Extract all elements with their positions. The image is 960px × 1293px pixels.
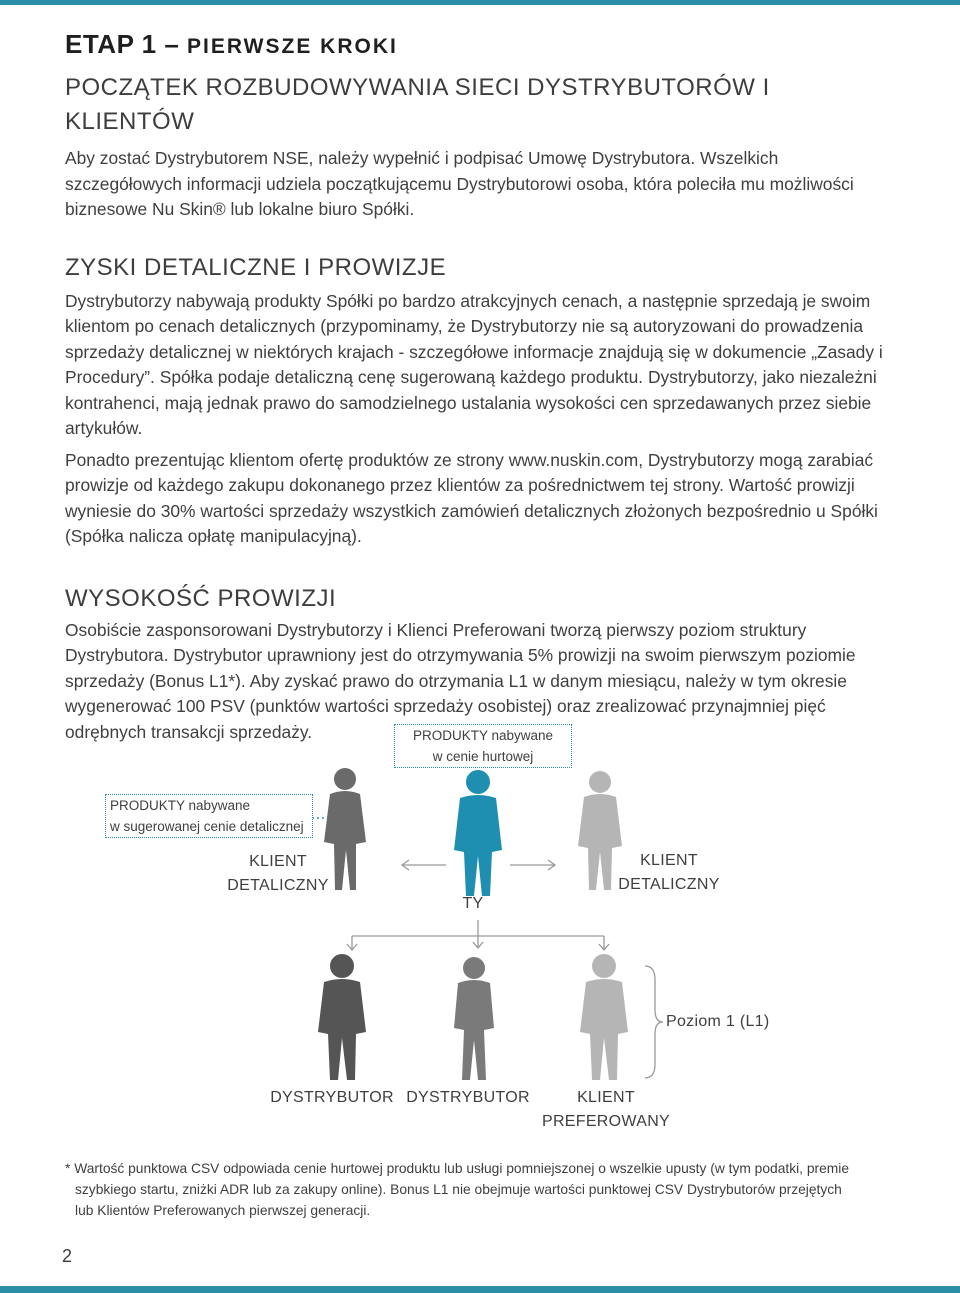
preferred-client-line2: PREFEROWANY bbox=[541, 1113, 671, 1130]
footnote-line3: lub Klientów Preferowanych pierwszej generacji. bbox=[75, 1203, 371, 1218]
preferred-client-label bbox=[538, 1086, 674, 1134]
distributor2-figure bbox=[454, 957, 494, 1080]
section2-title: ZYSKI DETALICZNE I PROWIZJE bbox=[65, 253, 447, 281]
footnote-line2: szybkiego startu, zniżki ADR lub za zakupy online). Bonus L1 nie obejmuje wartości punktowej CSV Dystrybutorów przejętych bbox=[75, 1182, 842, 1197]
wholesale-box-line2: w cenie hurtowej bbox=[432, 749, 534, 764]
client-right-label bbox=[609, 849, 729, 897]
level1-brace bbox=[645, 966, 663, 1078]
section1-text: Aby zostać Dystrybutorem NSE, należy wypełnić i podpisać Umowę Dystrybutora. Wszelkich szczegółowych informacji udziela początkującemu Dystrybutorowi osoba, która poleciła mu możliwości biznesowe Nu Skin® lub lokalne biuro Spółki. bbox=[65, 148, 854, 219]
page-title bbox=[65, 24, 895, 67]
preferred-client-figure bbox=[580, 954, 628, 1080]
distributor2-label: DYSTRYBUTOR bbox=[406, 1089, 530, 1106]
page-number: 2 bbox=[62, 1246, 73, 1266]
retail-box-line1: PRODUKTY nabywane bbox=[110, 798, 251, 813]
preferred-client-line1: KLIENT bbox=[577, 1089, 635, 1106]
retail-price-box bbox=[105, 794, 313, 838]
section2-para2: Ponadto prezentując klientom ofertę produktów ze strony www.nuskin.com, Dystrybutorzy mogą zarabiać prowizje od każdego zakupu dokonanego przez klientów za pośrednictwem tej strony. Wartość prowizji wyniesie do 30% wartości sprzedaży wszystkich zamówień detalicznych złożonych bezpośrednio u Spółki (Spółka nalicza opłatę manipulacyjną). bbox=[65, 449, 878, 546]
wholesale-box-line1: PRODUKTY nabywane bbox=[412, 728, 554, 743]
section3-text: Osobiście zasponsorowani Dystrybutorzy i Klienci Preferowani tworzą pierwszy poziom struktury Dystrybutora. Dystrybutor uprawniony jest do otrzymywania 5% prowizji na swoim pierwszym poziomie sprzedaży (Bonus L1*). Aby zyskać prawo do otrzymania L1 w danym miesiącu, należy w tym okresie wygenerować 100 PSV (punktów wartości sprzedaży osobistej) oraz zrealizować przynajmniej pięć odrębnych transakcji sprzedaży. bbox=[65, 619, 856, 742]
client-left-label bbox=[218, 850, 338, 898]
section3-title: WYSOKOŚĆ PROWIZJI bbox=[65, 584, 337, 612]
level1-label: Poziom 1 (L1) bbox=[666, 1013, 770, 1030]
bottom-accent-bar bbox=[0, 1286, 960, 1293]
top-accent-bar bbox=[0, 0, 960, 5]
you-figure bbox=[454, 770, 502, 896]
section2-para1: Dystrybutorzy nabywają produkty Spółki po bardzo atrakcyjnych cenach, a następnie sprzedają je swoim klientom po cenach detalicznych (przypominamy, że Dystrybutorzy nie są autoryzowani do prowadzenia sprzedaży detalicznej w niektórych krajach - szczegółowe informacje znajdują się w dokumencie „Zasady i Procedury”. Spółka podaje detaliczną cenę sugerowaną każdego produktu. Dystrybutorzy, jako niezależni kontrahenci, mają jednak prawo do samodzielnego ustalania wysokości cen sprzedawanych przez siebie artykułów. bbox=[65, 290, 883, 438]
footnote bbox=[65, 1158, 905, 1221]
client-right-line1: KLIENT bbox=[640, 852, 698, 869]
distributor1-label: DYSTRYBUTOR bbox=[270, 1089, 394, 1106]
you-label: TY bbox=[462, 895, 484, 912]
client-left-line1: KLIENT bbox=[249, 853, 307, 870]
distributor1-figure bbox=[318, 954, 366, 1080]
footnote-line1: * Wartość punktowa CSV odpowiada cenie hurtowej produktu lub usługi pomniejszonej o wszelkie upusty (w tym podatki, premie bbox=[65, 1161, 850, 1176]
main-content bbox=[65, 24, 895, 745]
client-left-line2: DETALICZNY bbox=[227, 877, 329, 894]
section1-title: POCZĄTEK ROZBUDOWYWANIA SIECI DYSTRYBUTORÓW I KLIENTÓW bbox=[65, 74, 770, 135]
retail-arrows bbox=[402, 860, 555, 870]
page-title-main: ETAP 1 – bbox=[65, 29, 180, 59]
wholesale-price-box bbox=[394, 724, 572, 768]
commission-diagram bbox=[0, 710, 960, 1155]
page-title-sub: PIERWSZE KROKI bbox=[187, 35, 398, 58]
client-right-line2: DETALICZNY bbox=[618, 876, 720, 893]
level1-tree-connector bbox=[347, 920, 609, 950]
retail-box-line2: w sugerowanej cenie detalicznej bbox=[110, 819, 304, 834]
